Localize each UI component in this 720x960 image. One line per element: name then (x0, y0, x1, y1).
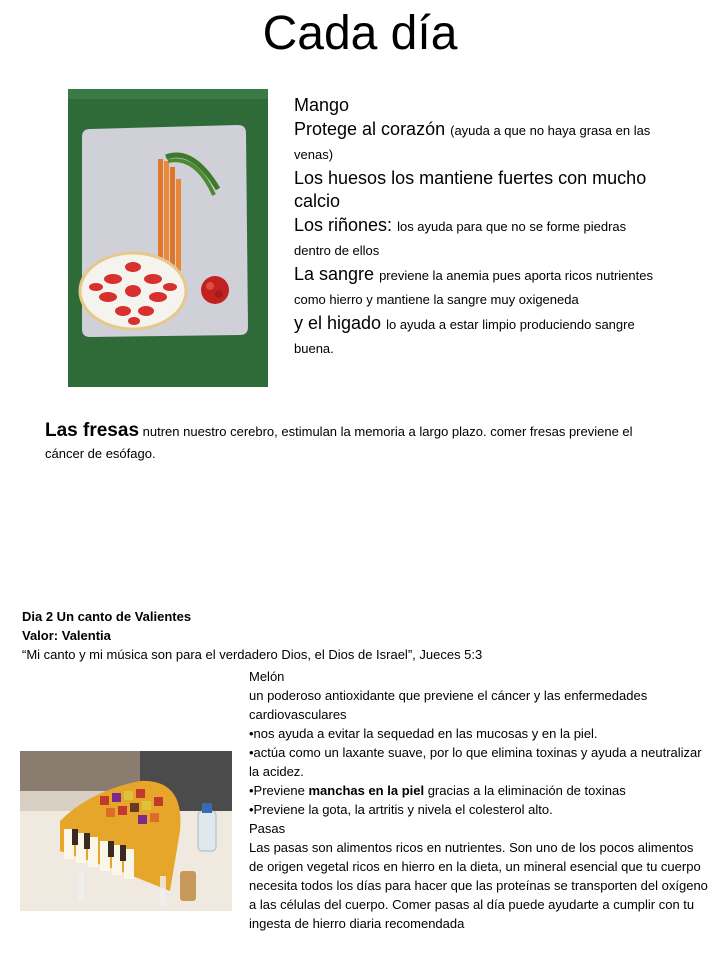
dia2-section (22, 607, 712, 664)
corazon-label: Protege al corazón (294, 119, 446, 139)
melon-bullet-3 (249, 781, 709, 800)
fruit-note-photo (68, 89, 268, 387)
fresas-paragraph (45, 420, 665, 465)
melon-section (249, 667, 709, 933)
melon-bullet-1: •nos ayuda a evitar la sequedad en las mucosas y en la piel. (249, 726, 598, 741)
corazon-note: (ayuda a que no haya grasa en las venas) (294, 123, 651, 162)
dia2-valor: Valor: Valentia (22, 628, 111, 643)
pasas-text: Las pasas son alimentos ricos en nutrientes. Son uno de los pocos alimentos de origen vegetal ricos en hierro en la dieta, un mineral esencial que tu cuerpo necesita todos los días para hacer que las proteínas se transporten del oxígeno a las células del cuerpo. Comer pasas al día puede ayudarte a cumplir con tu ingesta de hierro diaria recomendada (249, 840, 708, 931)
bullet-3-pre: •Previene (249, 783, 309, 798)
higado-note: lo ayuda a estar limpio produciendo sangre buena. (294, 317, 635, 356)
page-title: Cada día (262, 7, 458, 60)
mango-benefits (294, 94, 654, 361)
mango-sangre (294, 263, 654, 311)
mango-rinones (294, 214, 654, 262)
rinones-label: Los riñones: (294, 215, 393, 235)
bullet-3-post: gracias a la eliminación de toxinas (424, 783, 626, 798)
melon-bullet-4: •Previene la gota, la artritis y nivela el colesterol alto. (249, 802, 553, 817)
dia2-heading: Dia 2 Un canto de Valientes (22, 609, 192, 624)
bullet-3-bold: manchas en la piel (308, 783, 425, 798)
sangre-note: previene la anemia pues aporta ricos nutrientes como hierro y mantiene la sangre muy oxigeneda (294, 268, 653, 307)
melon-intro: un poderoso antioxidante que previene el cáncer y las enfermedades cardiovasculares (249, 688, 648, 722)
melon-heading: Melón (249, 669, 285, 684)
mango-heading: Mango (294, 95, 350, 115)
mango-higado (294, 312, 654, 360)
dia2-verse: “Mi canto y mi música son para el verdadero Dios, el Dios de Israel”, Jueces 5:3 (22, 647, 483, 662)
higado-label: y el higado (294, 313, 382, 333)
sangre-label: La sangre (294, 264, 375, 284)
mango-corazon (294, 118, 654, 166)
fresas-text: nutren nuestro cerebro, estimulan la memoria a largo plazo. comer fresas previene el cáncer de esófago. (45, 424, 633, 461)
mango-huesos: Los huesos los mantiene fuertes con mucho calcio (294, 168, 647, 211)
melon-bullet-2: •actúa como un laxante suave, por lo que elimina toxinas y ayuda a neutralizar la acidez. (249, 745, 702, 779)
fruit-piano-photo (20, 751, 232, 911)
rinones-note: los ayuda para que no se forme piedras dentro de ellos (294, 219, 627, 258)
fresas-label: Las fresas (45, 420, 140, 441)
pasas-heading: Pasas (249, 821, 286, 836)
